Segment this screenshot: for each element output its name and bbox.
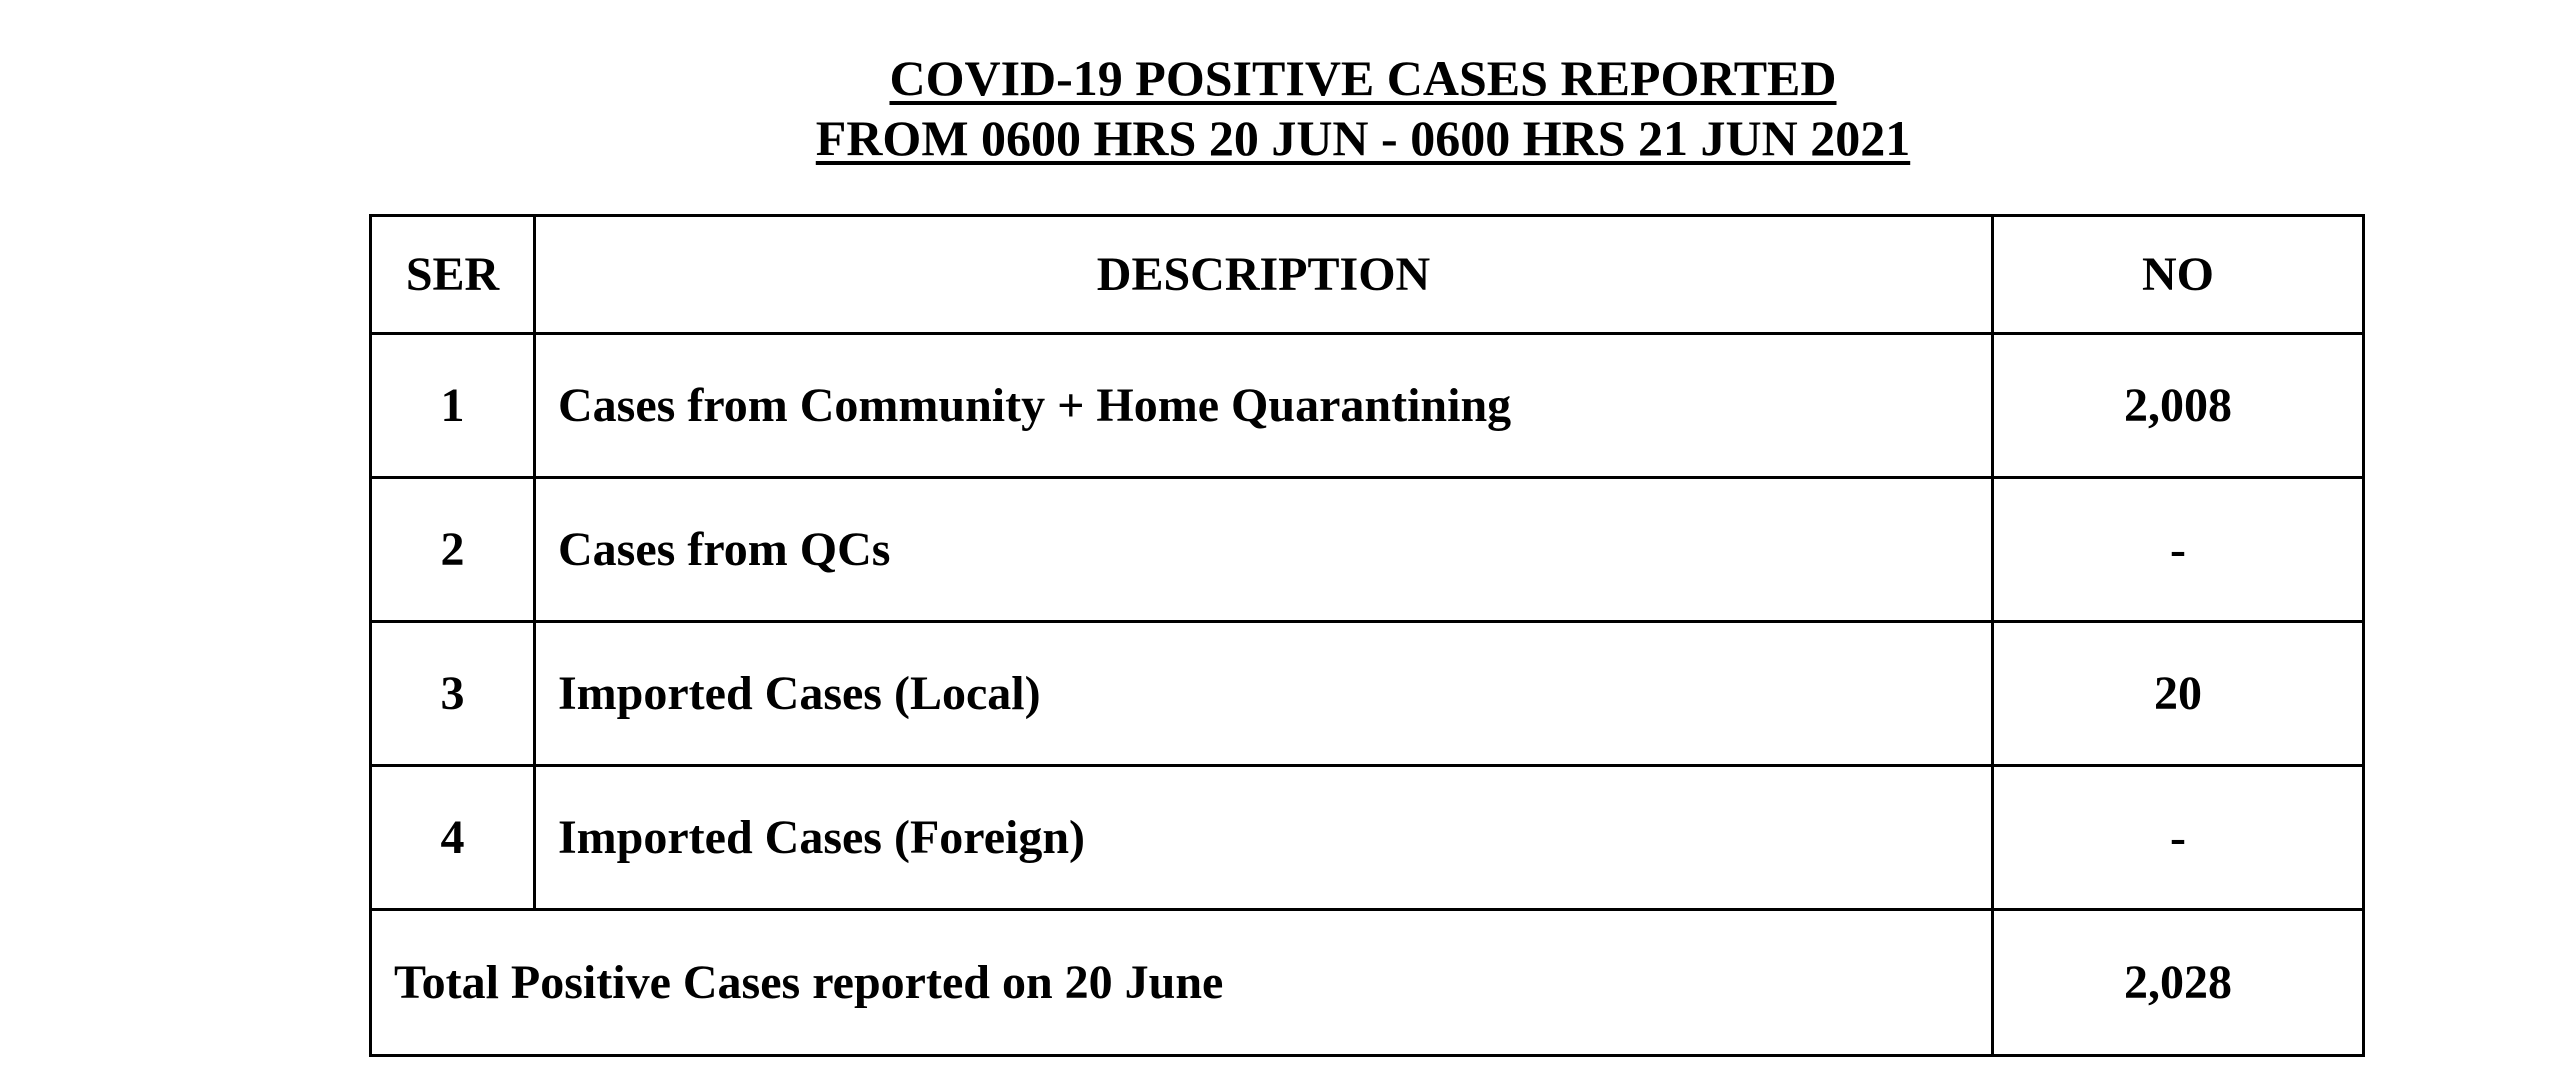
row-description: Cases from Community + Home Quarantining <box>535 334 1993 478</box>
row-description: Imported Cases (Local) <box>535 622 1993 766</box>
total-row <box>371 910 2364 1056</box>
total-label: Total Positive Cases reported on 20 June <box>371 910 1993 1056</box>
row-ser: 4 <box>371 766 535 910</box>
document-title <box>88 48 2550 168</box>
total-value: 2,028 <box>1993 910 2364 1056</box>
row-ser: 3 <box>371 622 535 766</box>
header-description: DESCRIPTION <box>535 216 1993 334</box>
row-no: 20 <box>1993 622 2364 766</box>
header-ser: SER <box>371 216 535 334</box>
row-no: 2,008 <box>1993 334 2364 478</box>
row-ser: 2 <box>371 478 535 622</box>
row-no: - <box>1993 478 2364 622</box>
table-row <box>371 334 2364 478</box>
title-line-2: FROM 0600 HRS 20 JUN - 0600 HRS 21 JUN 2021 <box>815 110 1911 166</box>
row-description: Cases from QCs <box>535 478 1993 622</box>
row-description: Imported Cases (Foreign) <box>535 766 1993 910</box>
row-no: - <box>1993 766 2364 910</box>
table-row <box>371 622 2364 766</box>
cases-table <box>369 214 2365 1057</box>
title-line-1: COVID-19 POSITIVE CASES REPORTED <box>889 50 1837 106</box>
table-row <box>371 478 2364 622</box>
table-header-row <box>371 216 2364 334</box>
header-no: NO <box>1993 216 2364 334</box>
table-row <box>371 766 2364 910</box>
row-ser: 1 <box>371 334 535 478</box>
